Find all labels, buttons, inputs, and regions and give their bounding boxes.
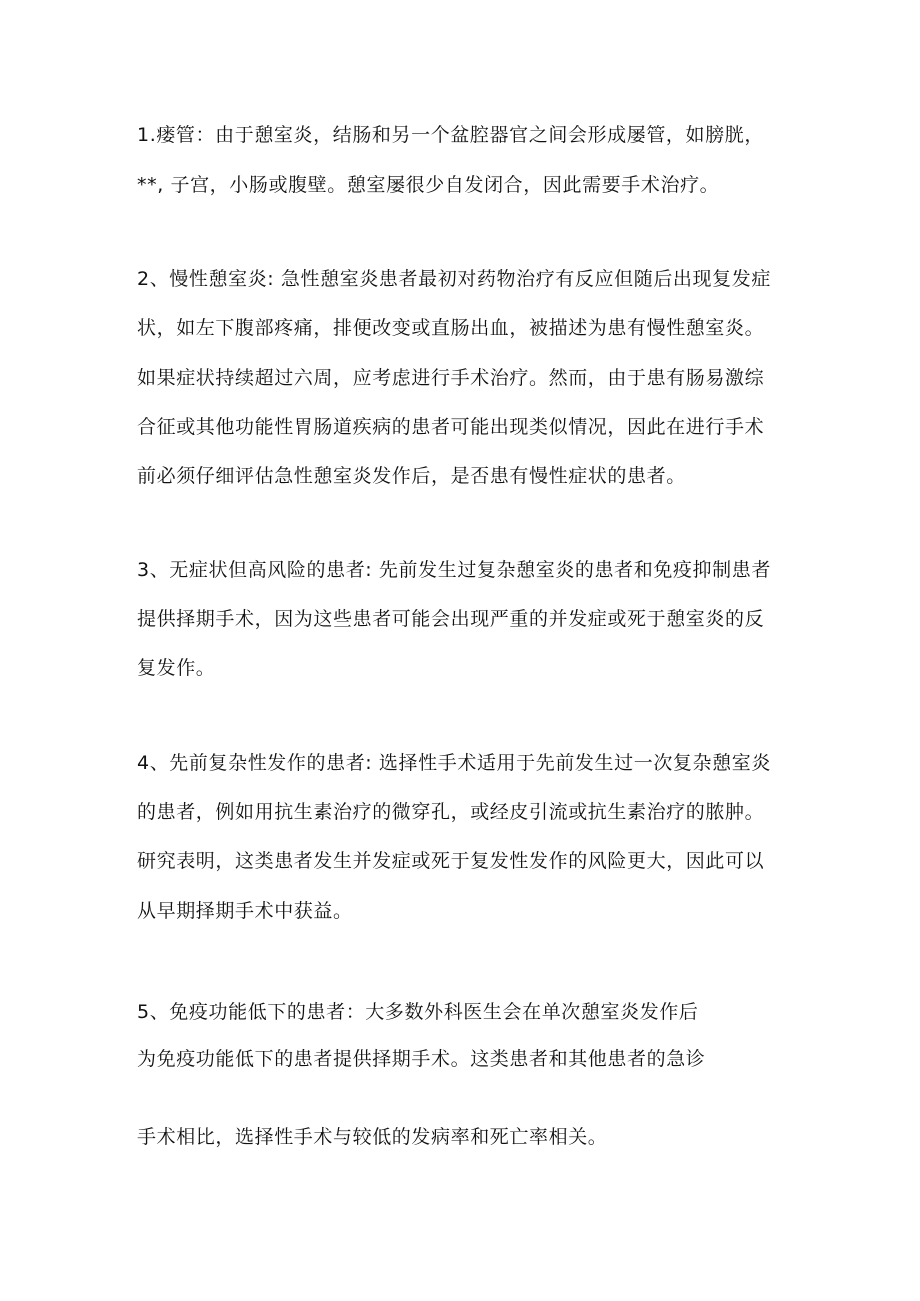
text-line: 为免疫功能低下的患者提供择期手术。这类患者和其他患者的急诊 xyxy=(137,1048,706,1070)
text-line: 的患者，例如用抗生素治疗的微穿孔，或经皮引流或抗生素治疗的脓肿。 xyxy=(137,801,765,823)
text-line: 1.瘘管：由于憩室炎，结肠和另一个盆腔器官之间会形成屡管，如膀胱， xyxy=(137,124,764,146)
text-line: 从早期择期手术中获益。 xyxy=(137,900,353,922)
text-line: 提供择期手术，因为这些患者可能会出现严重的并发症或死于憩室炎的反 xyxy=(137,608,765,630)
text-line: 5、免疫功能低下的患者：大多数外科医生会在单次憩室炎发作后 xyxy=(137,1001,699,1023)
text-line: 4、先前复杂性发作的患者: 选择性手术适用于先前发生过一次复杂憩室炎 xyxy=(137,752,771,774)
text-line: 2、慢性憩室炎: 急性憩室炎患者最初对药物治疗有反应但随后出现复发症 xyxy=(137,268,771,290)
text-line: 手术相比，选择性手术与较低的发病率和死亡率相关。 xyxy=(137,1126,608,1148)
text-line: 状，如左下腹部疼痛，排便改变或直肠出血，被描述为患有慢性憩室炎。 xyxy=(137,317,765,339)
text-line: 3、无症状但高风险的患者: 先前发生过复杂憩室炎的患者和免疫抑制患者 xyxy=(137,559,771,581)
text-line: 复发作。 xyxy=(137,657,216,679)
text-line: 研究表明，这类患者发生并发症或死于复发性发作的风险更大，因此可以 xyxy=(137,850,765,872)
text-line: **, 子宫，小肠或腹壁。憩室屡很少自发闭合，因此需要手术治疗。 xyxy=(137,174,720,196)
text-line: 如果症状持续超过六周，应考虑进行手术治疗。然而，由于患有肠易激综 xyxy=(137,367,765,389)
text-line: 前必须仔细评估急性憩室炎发作后，是否患有慢性症状的患者。 xyxy=(137,465,686,487)
text-line: 合征或其他功能性胃肠道疾病的患者可能出现类似情况，因此在进行手术 xyxy=(137,416,765,438)
